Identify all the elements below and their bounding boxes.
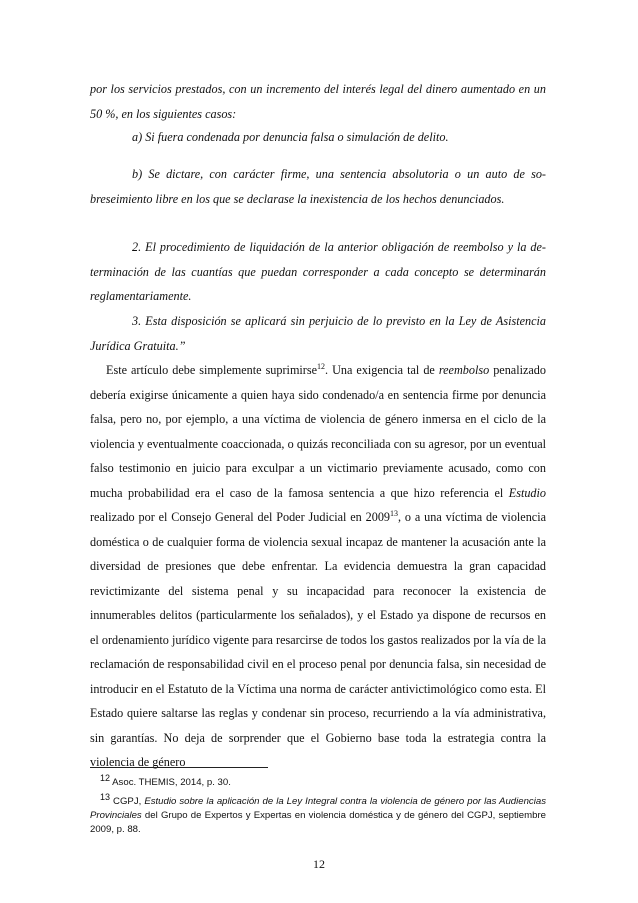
quote-paragraph-a: a) Si fuera condenada por denuncia falsa o simulación de delito.	[132, 130, 449, 144]
footnote-12	[90, 773, 546, 790]
body-emphasis-reembolso: reembolso	[438, 363, 490, 377]
footnote-ref-12[interactable]: 12	[317, 362, 326, 371]
body-emphasis-estudio: Estudio	[508, 485, 546, 500]
footnote-text-12: Asoc. THEMIS, 2014, p. 30.	[112, 777, 231, 788]
body-text-1: Este artículo debe simplemente suprimirse	[106, 363, 318, 377]
quote-paragraph-b: b) Se dictare, con carácter firme, una sentencia absolutoria o un auto de so-breseimiento libre en los que se declarase la inexistencia de los hechos denunciados.	[90, 167, 546, 206]
page-number: 12	[313, 857, 325, 871]
quote-paragraph-1: por los servicios prestados, con un incremento del interés legal del dinero aumentado en un 50 %, en los siguientes casos:	[90, 82, 546, 121]
body-paragraph	[90, 358, 546, 775]
footnote-text-13a: CGPJ,	[113, 796, 145, 807]
footnote-ref-13[interactable]: 13	[390, 509, 399, 518]
body-text-4: realizado por el Consejo General del Poder Judicial en 2009	[90, 510, 391, 524]
quote-paragraph-3: 3. Esta disposición se aplicará sin perjuicio de lo previsto en la Ley de Asistencia Jurídica Gratuita.”	[90, 314, 546, 353]
body-text-3: penalizado debería exigirse únicamente a quien haya sido condenado/a en sentencia firme por denuncia falsa, pero no, por ejemplo, a una víctima de violencia de género inmersa en el ciclo de la violencia y eventualmente coaccionada, o quizás reconciliada con su agresor, por un eventual falso testimonio en juicio para exculpar a un victimario previamente acusado, como con mucha probabilidad era el caso de la famosa sentencia a que hizo referencia el	[90, 363, 546, 500]
quote-paragraph-2: 2. El procedimiento de liquidación de la anterior obligación de reembolso y la de- terminación de las cuantías que puedan corresponder a cada concepto se determinarán reglamentariamente.	[90, 240, 546, 303]
footnote-13	[90, 792, 546, 837]
body-text-5: , o a una víctima de violencia doméstica o de cualquier forma de violencia sexual incapaz de mantener la acusación ante la diversidad de presiones que debe enfrentar. La evidencia demuestra la gran capacidad revictimizante del sistema penal y su incapacidad para reconocer la existencia de innumerables delitos (particularmente los señalados), y el Estado ya dispone de recursos en el ordenamiento jurídico vigente para resarcirse de todos los gastos realizados por la vía de la reclamación de responsabilidad civil en el proceso penal por denuncia falsa, sin necesidad de introducir en el Estatuto de la Víctima una norma de carácter antivictimológico como esta. El Estado quiere saltarse las reglas y condenar sin proceso, recurriendo a la vía administrativa, sin garantías. No deja de sorprender que el Gobierno base toda la estrategia contra la violencia de género	[90, 510, 547, 769]
footnote-text-13b: del Grupo de Expertos y Expertas en violencia doméstica y de género del CGPJ, septiembre 2009, p. 88.	[90, 810, 546, 835]
footnote-number-13: 13	[100, 792, 111, 802]
footnote-text-13-title: Estudio sobre la aplicación de la Ley Integral contra la violencia de género por las Audiencias Provinciales	[90, 796, 546, 821]
footnote-divider	[90, 767, 268, 768]
footnote-number-12: 12	[100, 773, 111, 783]
body-text-2: . Una exigencia tal de	[325, 363, 439, 377]
